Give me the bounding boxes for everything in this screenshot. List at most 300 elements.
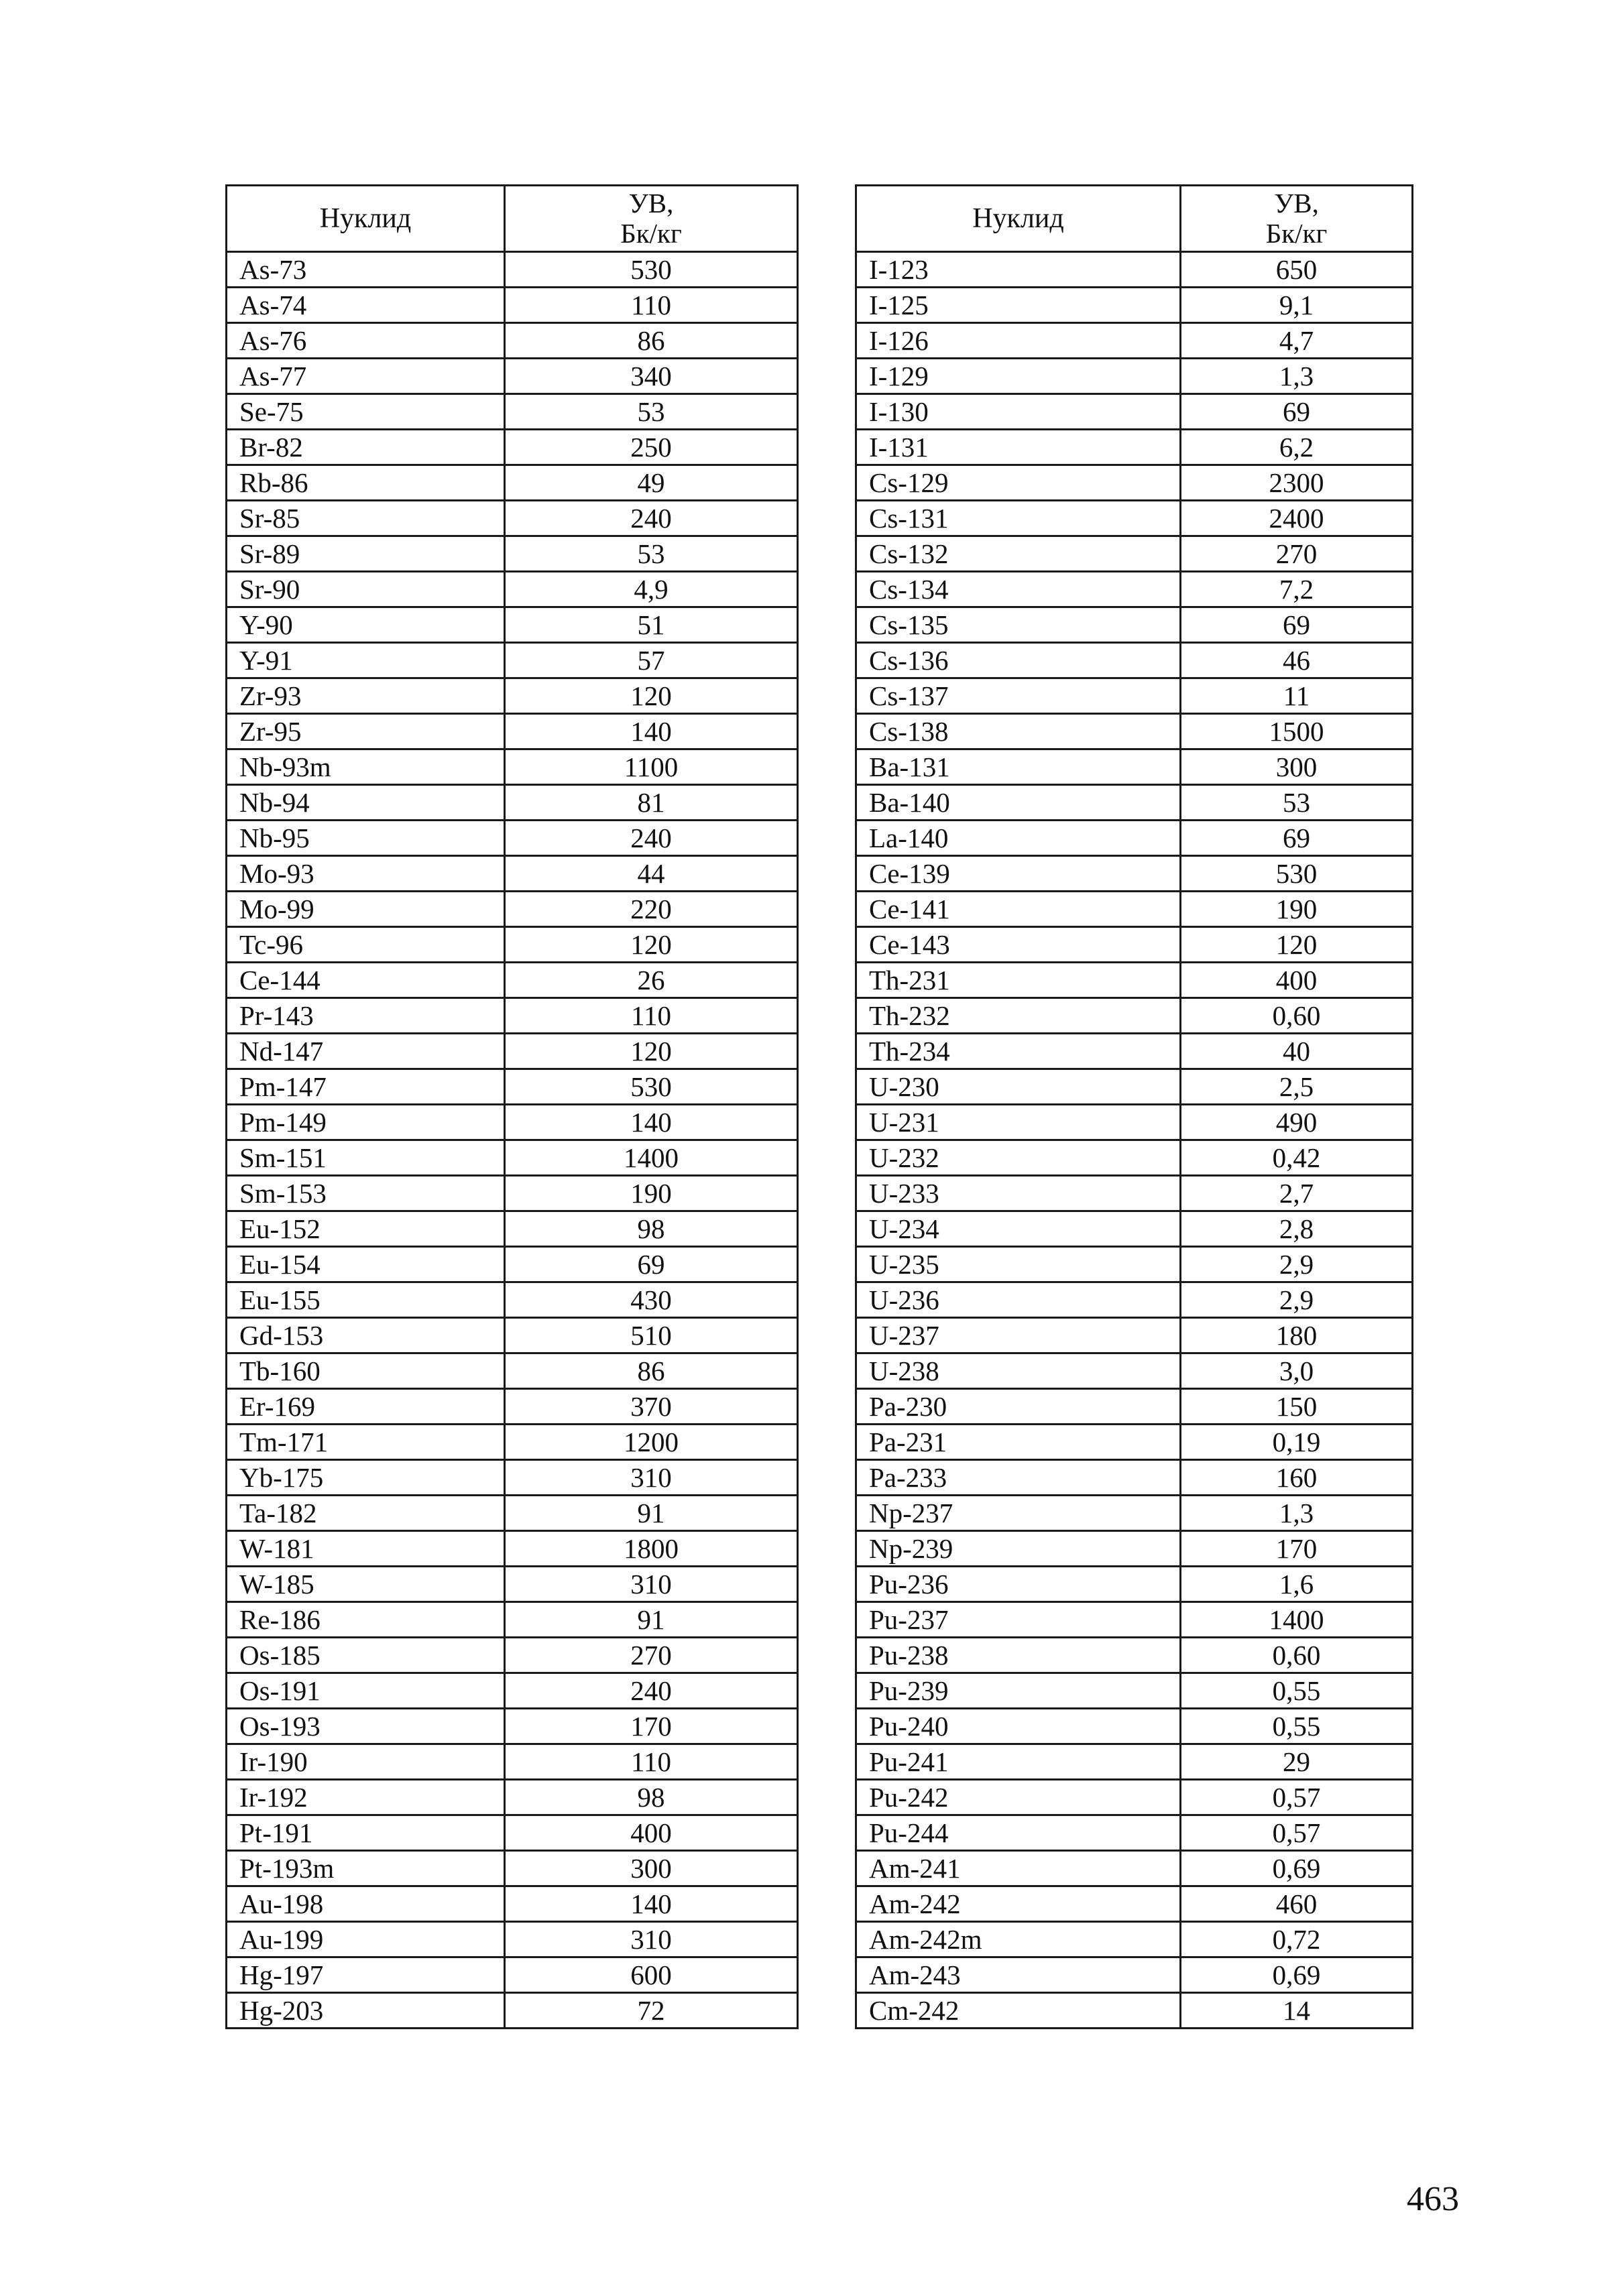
value-header-line2: Бк/кг <box>1265 218 1328 249</box>
nuclide-cell: Gd-153 <box>227 1318 505 1353</box>
table-row <box>856 1673 1413 1709</box>
nuclide-cell: Am-241 <box>856 1851 1181 1886</box>
value-cell: 53 <box>505 536 798 572</box>
value-cell: 190 <box>1181 892 1413 927</box>
table-row <box>856 1993 1413 2029</box>
table-row <box>227 1034 798 1069</box>
table-row <box>856 821 1413 856</box>
table-row <box>227 536 798 572</box>
table-row <box>856 323 1413 359</box>
table-header-row <box>856 186 1413 252</box>
nuclide-cell: Cs-134 <box>856 572 1181 607</box>
table-row <box>227 430 798 465</box>
value-cell: 3,0 <box>1181 1353 1413 1389</box>
table-row <box>227 1886 798 1922</box>
value-cell: 4,7 <box>1181 323 1413 359</box>
table-row <box>227 1425 798 1460</box>
value-cell: 98 <box>505 1780 798 1815</box>
nuclide-cell: I-129 <box>856 359 1181 394</box>
value-cell: 0,57 <box>1181 1780 1413 1815</box>
nuclide-cell: Sm-151 <box>227 1140 505 1176</box>
nuclide-cell: Sr-85 <box>227 501 505 536</box>
value-cell: 2,9 <box>1181 1282 1413 1318</box>
table-row <box>227 323 798 359</box>
value-cell: 14 <box>1181 1993 1413 2029</box>
nuclide-cell: Th-231 <box>856 963 1181 998</box>
nuclide-cell: Pt-193m <box>227 1851 505 1886</box>
value-cell: 98 <box>505 1211 798 1247</box>
table-row <box>856 856 1413 892</box>
table-row <box>856 1496 1413 1531</box>
table-row <box>227 1567 798 1602</box>
value-cell: 120 <box>505 678 798 714</box>
value-cell: 340 <box>505 359 798 394</box>
table-row <box>227 821 798 856</box>
table-row <box>856 1886 1413 1922</box>
value-cell: 300 <box>505 1851 798 1886</box>
table-row <box>856 643 1413 678</box>
nuclide-cell: Pm-149 <box>227 1105 505 1140</box>
nuclide-cell: U-234 <box>856 1211 1181 1247</box>
table-row <box>227 1851 798 1886</box>
nuclide-cell: Re-186 <box>227 1602 505 1638</box>
value-cell: 650 <box>1181 252 1413 288</box>
nuclide-cell: U-231 <box>856 1105 1181 1140</box>
nuclide-cell: As-73 <box>227 252 505 288</box>
value-cell: 140 <box>505 1886 798 1922</box>
nuclide-cell: Ir-190 <box>227 1744 505 1780</box>
nuclide-cell: U-235 <box>856 1247 1181 1282</box>
table-row <box>856 501 1413 536</box>
nuclide-cell: As-76 <box>227 323 505 359</box>
table-row <box>856 1353 1413 1389</box>
nuclide-cell: Np-237 <box>856 1496 1181 1531</box>
nuclide-table-right <box>855 184 1413 2029</box>
table-row <box>227 1957 798 1993</box>
value-cell: 430 <box>505 1282 798 1318</box>
table-row <box>227 785 798 821</box>
value-header-line2: Бк/кг <box>620 218 682 249</box>
nuclide-cell: U-236 <box>856 1282 1181 1318</box>
nuclide-cell: Th-232 <box>856 998 1181 1034</box>
nuclide-cell: La-140 <box>856 821 1181 856</box>
value-cell: 2400 <box>1181 501 1413 536</box>
value-cell: 270 <box>1181 536 1413 572</box>
value-cell: 0,69 <box>1181 1851 1413 1886</box>
value-cell: 1800 <box>505 1531 798 1567</box>
table-row <box>856 1140 1413 1176</box>
value-cell: 310 <box>505 1922 798 1957</box>
table-row <box>227 1176 798 1211</box>
table-row <box>227 1531 798 1567</box>
table-row <box>856 572 1413 607</box>
value-cell: 1500 <box>1181 714 1413 749</box>
value-cell: 53 <box>1181 785 1413 821</box>
value-cell: 240 <box>505 821 798 856</box>
value-cell: 53 <box>505 394 798 430</box>
nuclide-cell: Eu-155 <box>227 1282 505 1318</box>
nuclide-table-left <box>225 184 799 2029</box>
table-row <box>856 678 1413 714</box>
value-cell: 69 <box>505 1247 798 1282</box>
nuclide-cell: Au-199 <box>227 1922 505 1957</box>
nuclide-cell: Pr-143 <box>227 998 505 1034</box>
nuclide-cell: Cs-131 <box>856 501 1181 536</box>
nuclide-cell: Y-90 <box>227 607 505 643</box>
value-cell: 1400 <box>1181 1602 1413 1638</box>
nuclide-cell: Nb-95 <box>227 821 505 856</box>
value-cell: 2300 <box>1181 465 1413 501</box>
table-row <box>856 1851 1413 1886</box>
value-cell: 26 <box>505 963 798 998</box>
nuclide-cell: Os-193 <box>227 1709 505 1744</box>
table-row <box>227 1105 798 1140</box>
nuclide-cell: Mo-93 <box>227 856 505 892</box>
value-cell: 69 <box>1181 821 1413 856</box>
nuclide-cell: Am-242m <box>856 1922 1181 1957</box>
value-column-header <box>505 186 798 252</box>
table-row <box>856 785 1413 821</box>
nuclide-cell: U-237 <box>856 1318 1181 1353</box>
value-cell: 530 <box>505 1069 798 1105</box>
table-row <box>227 1496 798 1531</box>
table-row <box>227 856 798 892</box>
nuclide-cell: Ir-192 <box>227 1780 505 1815</box>
nuclide-cell: Sr-89 <box>227 536 505 572</box>
value-cell: 140 <box>505 1105 798 1140</box>
nuclide-cell: Pu-239 <box>856 1673 1181 1709</box>
nuclide-cell: I-125 <box>856 288 1181 323</box>
value-cell: 250 <box>505 430 798 465</box>
nuclide-cell: Pa-230 <box>856 1389 1181 1425</box>
value-cell: 190 <box>505 1176 798 1211</box>
value-cell: 7,2 <box>1181 572 1413 607</box>
value-cell: 530 <box>1181 856 1413 892</box>
table-row <box>856 1638 1413 1673</box>
table-row <box>856 998 1413 1034</box>
nuclide-cell: Hg-203 <box>227 1993 505 2029</box>
value-cell: 0,19 <box>1181 1425 1413 1460</box>
value-cell: 9,1 <box>1181 288 1413 323</box>
value-cell: 69 <box>1181 394 1413 430</box>
value-cell: 51 <box>505 607 798 643</box>
table-row <box>856 1247 1413 1282</box>
value-cell: 170 <box>1181 1531 1413 1567</box>
table-header-row <box>227 186 798 252</box>
table-row <box>856 1069 1413 1105</box>
value-header-line1: УВ, <box>628 187 674 219</box>
value-cell: 40 <box>1181 1034 1413 1069</box>
table-row <box>227 1389 798 1425</box>
nuclide-cell: Rb-86 <box>227 465 505 501</box>
table-row <box>227 1922 798 1957</box>
nuclide-cell: I-123 <box>856 252 1181 288</box>
table-row <box>856 288 1413 323</box>
table-row <box>227 927 798 963</box>
nuclide-cell: Ta-182 <box>227 1496 505 1531</box>
nuclide-cell: Cs-138 <box>856 714 1181 749</box>
table-row <box>227 1602 798 1638</box>
value-cell: 2,8 <box>1181 1211 1413 1247</box>
nuclide-cell: Nb-94 <box>227 785 505 821</box>
nuclide-cell: Nb-93m <box>227 749 505 785</box>
table-row <box>856 394 1413 430</box>
table-row <box>227 1673 798 1709</box>
table-row <box>227 1815 798 1851</box>
table-row <box>227 1140 798 1176</box>
value-cell: 120 <box>1181 927 1413 963</box>
value-cell: 2,7 <box>1181 1176 1413 1211</box>
value-cell: 270 <box>505 1638 798 1673</box>
value-cell: 6,2 <box>1181 430 1413 465</box>
value-cell: 180 <box>1181 1318 1413 1353</box>
table-row <box>856 1034 1413 1069</box>
table-row <box>856 1602 1413 1638</box>
nuclide-cell: As-74 <box>227 288 505 323</box>
nuclide-cell: Zr-93 <box>227 678 505 714</box>
value-cell: 0,72 <box>1181 1922 1413 1957</box>
table-row <box>856 1957 1413 1993</box>
value-header-line1: УВ, <box>1274 187 1319 219</box>
value-cell: 91 <box>505 1602 798 1638</box>
table-row <box>856 927 1413 963</box>
table-row <box>227 465 798 501</box>
value-cell: 120 <box>505 927 798 963</box>
nuclide-cell: Cs-136 <box>856 643 1181 678</box>
value-cell: 460 <box>1181 1886 1413 1922</box>
value-cell: 69 <box>1181 607 1413 643</box>
value-cell: 120 <box>505 1034 798 1069</box>
nuclide-cell: Am-243 <box>856 1957 1181 1993</box>
nuclide-cell: U-233 <box>856 1176 1181 1211</box>
table-row <box>856 1176 1413 1211</box>
value-cell: 2,5 <box>1181 1069 1413 1105</box>
value-cell: 72 <box>505 1993 798 2029</box>
nuclide-cell: Mo-99 <box>227 892 505 927</box>
nuclide-cell: Au-198 <box>227 1886 505 1922</box>
value-cell: 150 <box>1181 1389 1413 1425</box>
nuclide-cell: Ce-139 <box>856 856 1181 892</box>
nuclide-cell: Pm-147 <box>227 1069 505 1105</box>
table-row <box>227 749 798 785</box>
nuclide-cell: Hg-197 <box>227 1957 505 1993</box>
table-row <box>856 1709 1413 1744</box>
value-cell: 1100 <box>505 749 798 785</box>
nuclide-cell: Th-234 <box>856 1034 1181 1069</box>
value-cell: 0,55 <box>1181 1673 1413 1709</box>
value-cell: 1,3 <box>1181 1496 1413 1531</box>
value-cell: 1200 <box>505 1425 798 1460</box>
table-row <box>856 1105 1413 1140</box>
nuclide-cell: U-230 <box>856 1069 1181 1105</box>
table-row <box>227 1353 798 1389</box>
nuclide-cell: Er-169 <box>227 1389 505 1425</box>
table-row <box>227 1318 798 1353</box>
nuclide-cell: Sr-90 <box>227 572 505 607</box>
nuclide-cell: Pu-242 <box>856 1780 1181 1815</box>
value-cell: 44 <box>505 856 798 892</box>
value-cell: 310 <box>505 1567 798 1602</box>
value-cell: 2,9 <box>1181 1247 1413 1282</box>
table-row <box>856 536 1413 572</box>
table-row <box>227 359 798 394</box>
nuclide-cell: Pu-236 <box>856 1567 1181 1602</box>
nuclide-cell: Pa-233 <box>856 1460 1181 1496</box>
value-cell: 49 <box>505 465 798 501</box>
table-row <box>856 963 1413 998</box>
value-cell: 1,3 <box>1181 359 1413 394</box>
value-cell: 240 <box>505 501 798 536</box>
table-row <box>856 1531 1413 1567</box>
value-cell: 530 <box>505 252 798 288</box>
table-row <box>856 430 1413 465</box>
nuclide-cell: Np-239 <box>856 1531 1181 1567</box>
nuclide-cell: Br-82 <box>227 430 505 465</box>
value-cell: 170 <box>505 1709 798 1744</box>
table-row <box>227 288 798 323</box>
value-cell: 510 <box>505 1318 798 1353</box>
table-row <box>227 252 798 288</box>
table-row <box>227 714 798 749</box>
table-row <box>856 465 1413 501</box>
table-row <box>856 1460 1413 1496</box>
nuclide-column-header: Нуклид <box>227 186 505 252</box>
table-row <box>227 1780 798 1815</box>
nuclide-cell: Sm-153 <box>227 1176 505 1211</box>
table-row <box>227 963 798 998</box>
table-row <box>227 501 798 536</box>
nuclide-cell: W-185 <box>227 1567 505 1602</box>
value-cell: 4,9 <box>505 572 798 607</box>
nuclide-cell: Tc-96 <box>227 927 505 963</box>
nuclide-cell: Ba-140 <box>856 785 1181 821</box>
nuclide-cell: Ce-144 <box>227 963 505 998</box>
nuclide-cell: Cs-137 <box>856 678 1181 714</box>
table-row <box>227 572 798 607</box>
nuclide-cell: I-126 <box>856 323 1181 359</box>
value-cell: 91 <box>505 1496 798 1531</box>
value-cell: 0,69 <box>1181 1957 1413 1993</box>
value-cell: 400 <box>1181 963 1413 998</box>
nuclide-cell: Ce-143 <box>856 927 1181 963</box>
table-row <box>856 1282 1413 1318</box>
nuclide-cell: Tm-171 <box>227 1425 505 1460</box>
nuclide-cell: Cm-242 <box>856 1993 1181 2029</box>
nuclide-cell: Pu-244 <box>856 1815 1181 1851</box>
nuclide-cell: Am-242 <box>856 1886 1181 1922</box>
value-cell: 240 <box>505 1673 798 1709</box>
table-row <box>227 1247 798 1282</box>
nuclide-cell: Cs-132 <box>856 536 1181 572</box>
table-row <box>856 892 1413 927</box>
nuclide-cell: As-77 <box>227 359 505 394</box>
value-cell: 490 <box>1181 1105 1413 1140</box>
nuclide-cell: I-131 <box>856 430 1181 465</box>
table-row <box>856 1318 1413 1353</box>
nuclide-cell: Pa-231 <box>856 1425 1181 1460</box>
table-row <box>856 252 1413 288</box>
value-cell: 300 <box>1181 749 1413 785</box>
nuclide-cell: Pu-241 <box>856 1744 1181 1780</box>
nuclide-cell: Tb-160 <box>227 1353 505 1389</box>
table-row <box>227 1211 798 1247</box>
value-cell: 0,42 <box>1181 1140 1413 1176</box>
nuclide-cell: Pu-237 <box>856 1602 1181 1638</box>
value-cell: 110 <box>505 998 798 1034</box>
value-cell: 57 <box>505 643 798 678</box>
value-cell: 600 <box>505 1957 798 1993</box>
nuclide-cell: Cs-135 <box>856 607 1181 643</box>
table-row <box>227 643 798 678</box>
value-cell: 1400 <box>505 1140 798 1176</box>
table-row <box>227 1460 798 1496</box>
table-row <box>227 1638 798 1673</box>
nuclide-cell: Zr-95 <box>227 714 505 749</box>
table-row <box>856 359 1413 394</box>
nuclide-cell: Eu-154 <box>227 1247 505 1282</box>
table-row <box>856 714 1413 749</box>
value-cell: 140 <box>505 714 798 749</box>
table-row <box>856 1922 1413 1957</box>
nuclide-cell: Se-75 <box>227 394 505 430</box>
value-cell: 400 <box>505 1815 798 1851</box>
value-cell: 110 <box>505 288 798 323</box>
value-cell: 1,6 <box>1181 1567 1413 1602</box>
table-row <box>227 892 798 927</box>
nuclide-cell: Yb-175 <box>227 1460 505 1496</box>
nuclide-cell: Os-185 <box>227 1638 505 1673</box>
value-cell: 11 <box>1181 678 1413 714</box>
value-cell: 110 <box>505 1744 798 1780</box>
table-row <box>227 1993 798 2029</box>
nuclide-cell: Cs-129 <box>856 465 1181 501</box>
page-number: 463 <box>1407 2180 1459 2218</box>
nuclide-cell: U-232 <box>856 1140 1181 1176</box>
table-row <box>227 998 798 1034</box>
nuclide-cell: I-130 <box>856 394 1181 430</box>
value-cell: 0,57 <box>1181 1815 1413 1851</box>
nuclide-cell: U-238 <box>856 1353 1181 1389</box>
value-cell: 370 <box>505 1389 798 1425</box>
nuclide-column-header: Нуклид <box>856 186 1181 252</box>
table-row <box>227 1069 798 1105</box>
table-row <box>856 1567 1413 1602</box>
table-row <box>856 1425 1413 1460</box>
table-row <box>856 607 1413 643</box>
nuclide-cell: Pu-238 <box>856 1638 1181 1673</box>
value-cell: 81 <box>505 785 798 821</box>
nuclide-cell: Pu-240 <box>856 1709 1181 1744</box>
value-cell: 0,55 <box>1181 1709 1413 1744</box>
nuclide-cell: W-181 <box>227 1531 505 1567</box>
nuclide-cell: Pt-191 <box>227 1815 505 1851</box>
table-row <box>856 1211 1413 1247</box>
nuclide-cell: Ba-131 <box>856 749 1181 785</box>
nuclide-cell: Ce-141 <box>856 892 1181 927</box>
value-cell: 160 <box>1181 1460 1413 1496</box>
value-cell: 310 <box>505 1460 798 1496</box>
nuclide-cell: Os-191 <box>227 1673 505 1709</box>
table-row <box>227 678 798 714</box>
value-cell: 86 <box>505 323 798 359</box>
table-row <box>856 749 1413 785</box>
table-row <box>856 1744 1413 1780</box>
value-cell: 46 <box>1181 643 1413 678</box>
value-cell: 0,60 <box>1181 1638 1413 1673</box>
table-row <box>856 1815 1413 1851</box>
table-row <box>856 1780 1413 1815</box>
table-row <box>227 607 798 643</box>
